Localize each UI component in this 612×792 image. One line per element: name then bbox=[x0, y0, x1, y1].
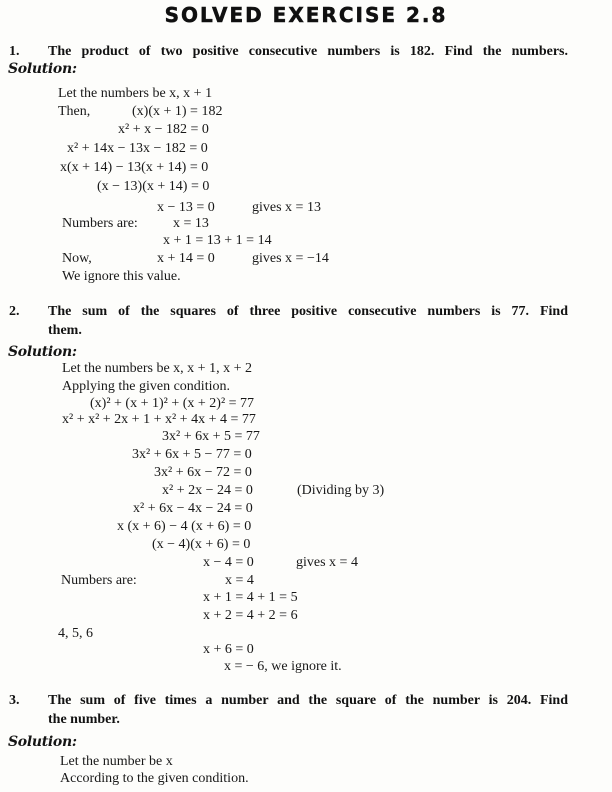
math-line: x + 6 = 0 bbox=[203, 642, 254, 657]
step-label: Then, bbox=[58, 104, 91, 119]
problem-number: 3. bbox=[9, 693, 20, 708]
text-line: We ignore this value. bbox=[62, 269, 181, 284]
math-line: 3x² + 6x + 5 − 77 = 0 bbox=[132, 447, 252, 462]
problem-statement: The product of two positive consecutive numbers is 182. Find the numbers. bbox=[48, 44, 568, 59]
math-line: x² + 2x − 24 = 0 bbox=[162, 483, 253, 498]
math-line: x² + x − 182 = 0 bbox=[118, 122, 209, 137]
text-line: According to the given condition. bbox=[60, 771, 249, 786]
step-note: (Dividing by 3) bbox=[297, 483, 385, 498]
solution-label: Solution: bbox=[8, 344, 77, 360]
step-note: gives x = −14 bbox=[252, 251, 329, 266]
text-line: Applying the given condition. bbox=[62, 379, 230, 394]
page-title: SOLVED EXERCISE 2.8 bbox=[164, 3, 448, 27]
math-line: x + 1 = 4 + 1 = 5 bbox=[203, 590, 298, 605]
text-line: Let the number be x bbox=[60, 754, 173, 769]
problem-statement: the number. bbox=[48, 712, 120, 727]
math-line: x² + 6x − 4x − 24 = 0 bbox=[133, 501, 253, 516]
text-line: Let the numbers be x, x + 1, x + 2 bbox=[62, 361, 252, 376]
math-line: (x)² + (x + 1)² + (x + 2)² = 77 bbox=[90, 396, 255, 411]
solution-label: Solution: bbox=[8, 61, 77, 77]
step-note: gives x = 13 bbox=[252, 200, 321, 215]
text-line: Let the numbers be x, x + 1 bbox=[58, 86, 213, 101]
problem-statement: The sum of five times a number and the square of the number is 204. Find bbox=[48, 693, 568, 708]
step-note: gives x = 4 bbox=[296, 555, 358, 570]
math-line: x² + 14x − 13x − 182 = 0 bbox=[67, 141, 208, 156]
step-label: Now, bbox=[62, 251, 92, 266]
math-line: x + 14 = 0 bbox=[157, 251, 215, 266]
math-line: x = − 6, we ignore it. bbox=[224, 659, 342, 674]
math-line: x² + x² + 2x + 1 + x² + 4x + 4 = 77 bbox=[62, 412, 256, 427]
step-label: Numbers are: bbox=[62, 216, 138, 231]
math-line: x (x + 6) − 4 (x + 6) = 0 bbox=[117, 519, 252, 534]
text-line: 4, 5, 6 bbox=[58, 626, 93, 641]
math-line: (x − 13)(x + 14) = 0 bbox=[97, 179, 210, 194]
math-line: x + 1 = 13 + 1 = 14 bbox=[163, 233, 272, 248]
math-line: x = 13 bbox=[173, 216, 209, 231]
math-line: 3x² + 6x + 5 = 77 bbox=[162, 429, 260, 444]
math-line: (x)(x + 1) = 182 bbox=[132, 104, 223, 119]
math-line: x = 4 bbox=[225, 573, 254, 588]
math-line: x + 2 = 4 + 2 = 6 bbox=[203, 608, 298, 623]
math-line: 3x² + 6x − 72 = 0 bbox=[154, 465, 252, 480]
math-line: x(x + 14) − 13(x + 14) = 0 bbox=[60, 160, 209, 175]
problem-statement: The sum of the squares of three positive consecutive numbers is 77. Find bbox=[48, 304, 568, 319]
solution-label: Solution: bbox=[8, 734, 77, 750]
math-line: x − 13 = 0 bbox=[157, 200, 215, 215]
problem-number: 1. bbox=[9, 44, 20, 59]
problem-statement: them. bbox=[48, 323, 82, 338]
math-line: (x − 4)(x + 6) = 0 bbox=[152, 537, 251, 552]
step-label: Numbers are: bbox=[61, 573, 137, 588]
math-line: x − 4 = 0 bbox=[203, 555, 254, 570]
problem-number: 2. bbox=[9, 304, 20, 319]
